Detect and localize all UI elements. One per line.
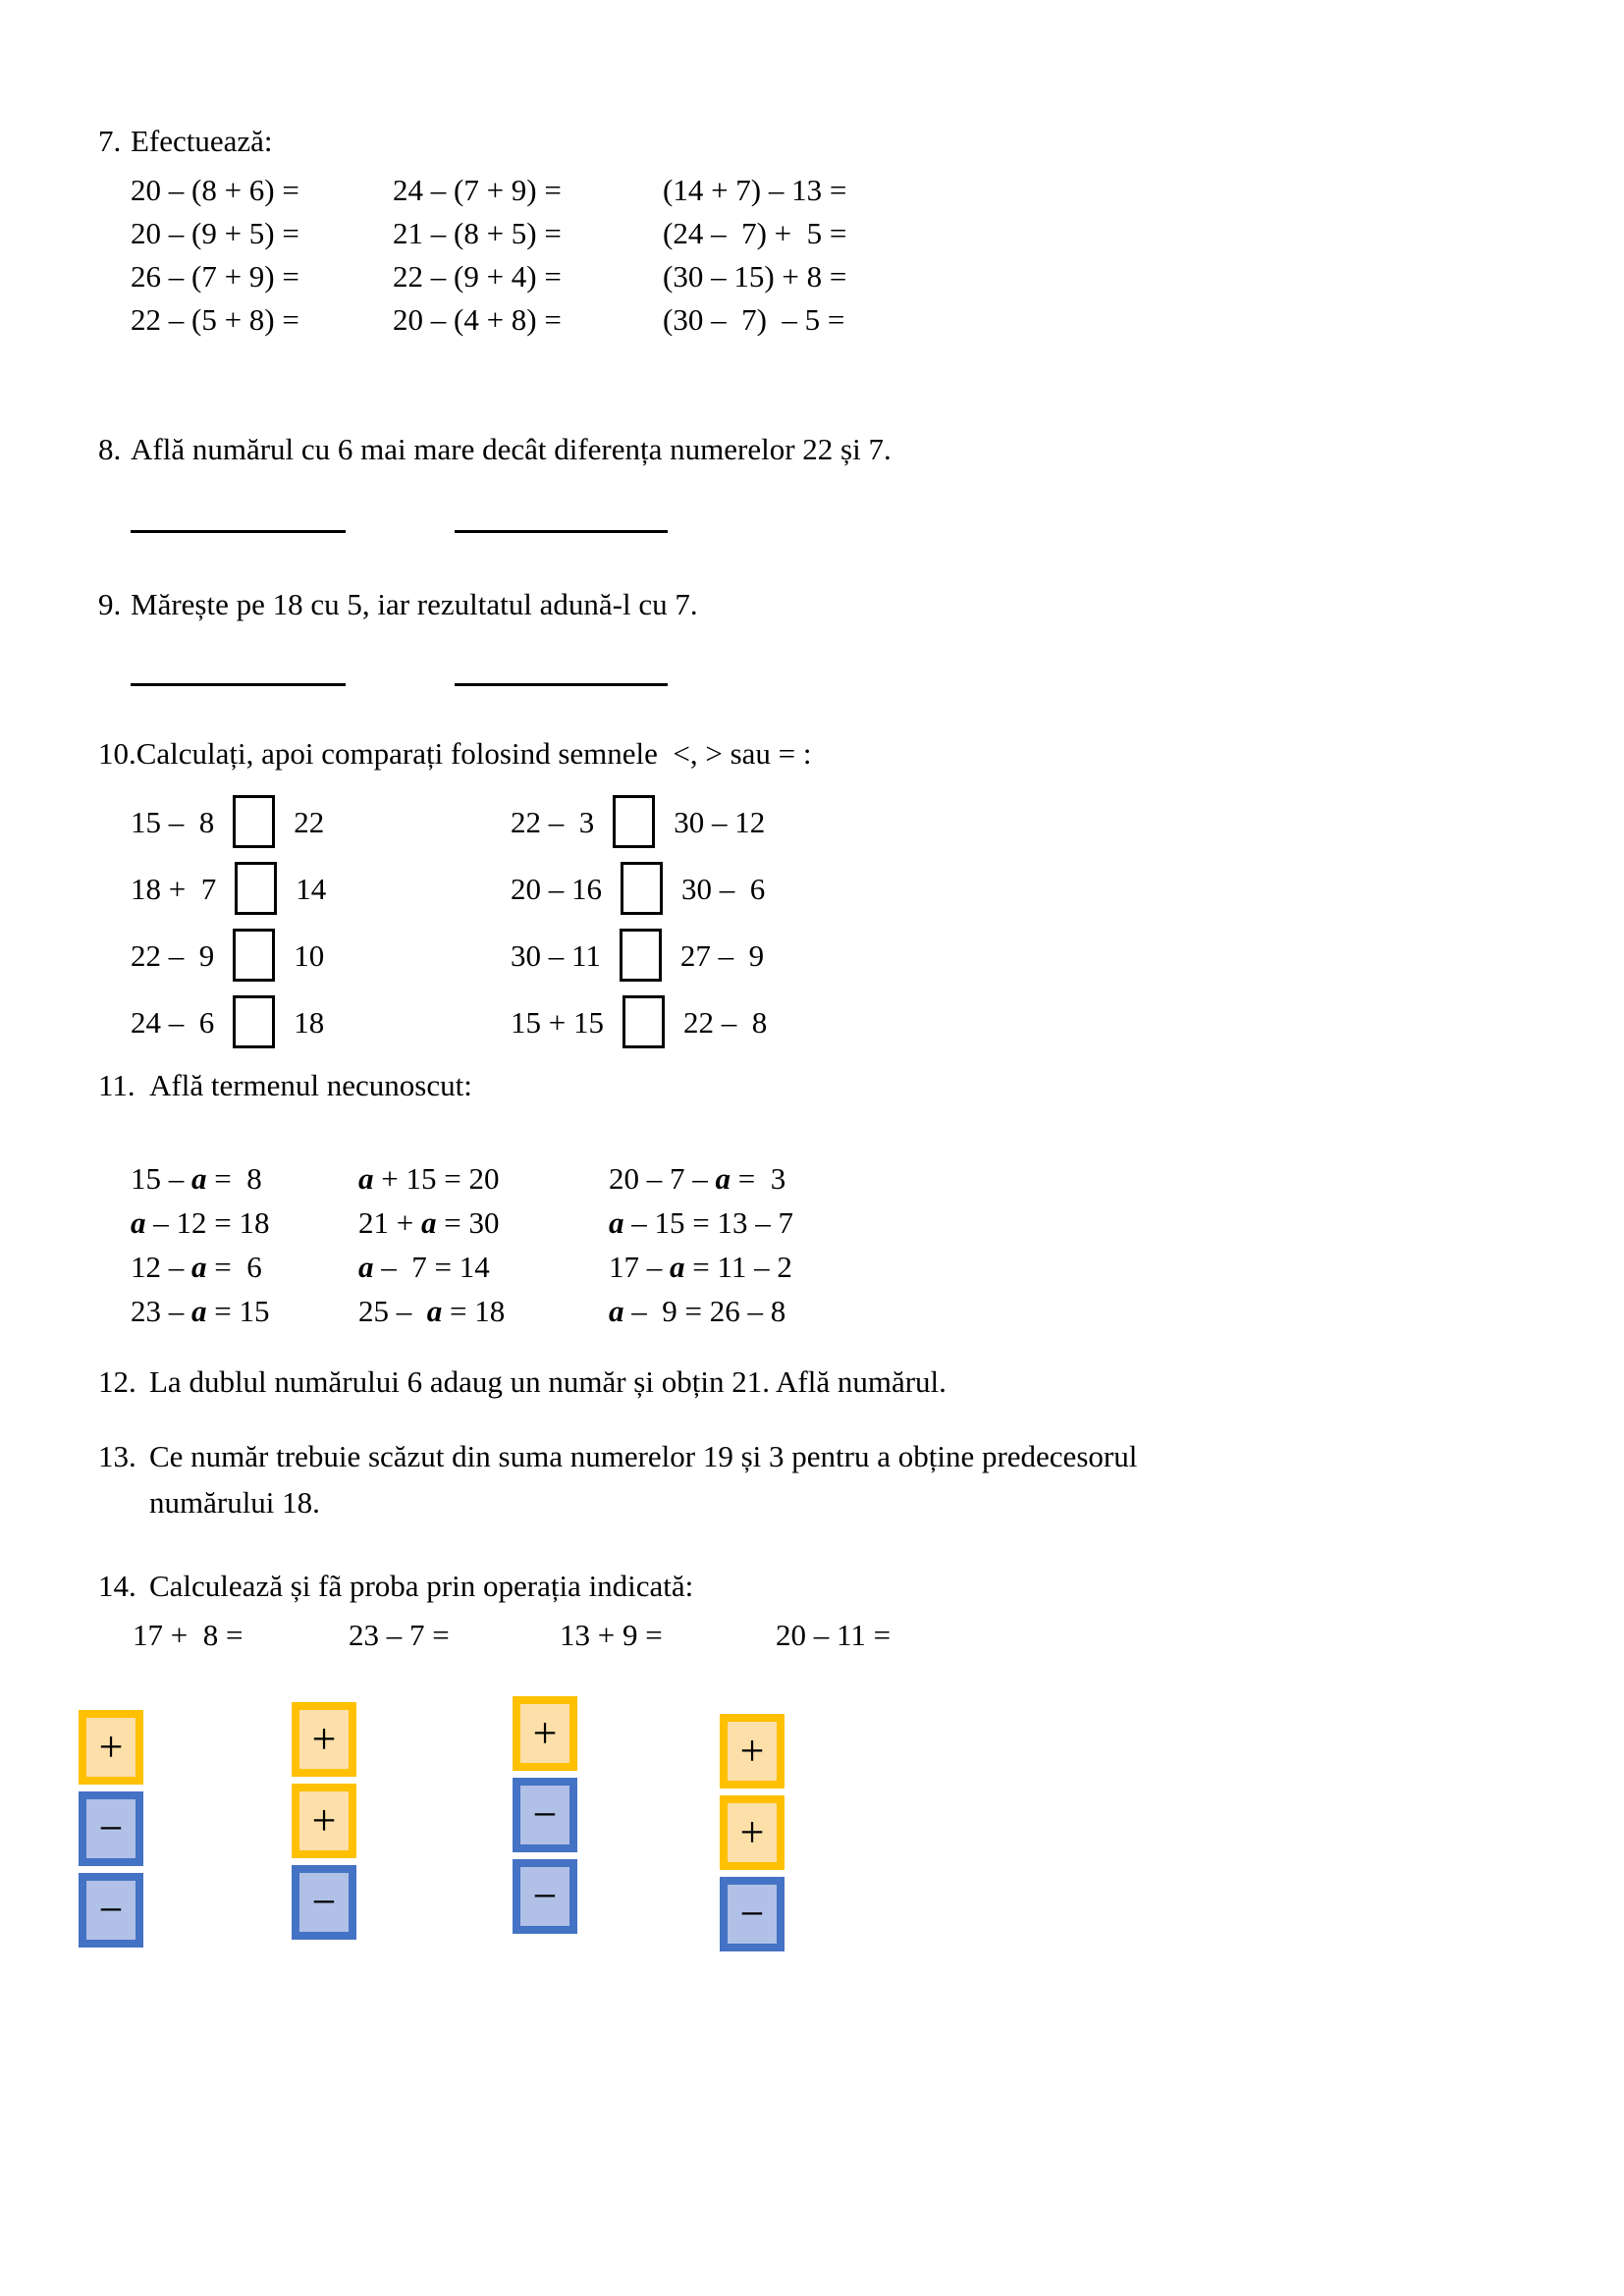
math-expression: 27 – 9 (679, 938, 765, 973)
exercise-text: Mărește pe 18 cu 5, iar rezultatul adună-l cu 7. (131, 587, 698, 621)
math-expression: 22 (294, 805, 325, 839)
math-expression: 14 (296, 872, 327, 906)
equation: a – 9 = 26 – 8 (609, 1294, 786, 1328)
exercise-text: La dublul numărului 6 adaug un număr și obțin 21. Află numărul. (149, 1364, 947, 1399)
operation-sign: + (311, 1796, 337, 1844)
math-expression: 22 – 8 (682, 1005, 768, 1040)
exercise-11-header (98, 1068, 793, 1103)
minus-sign-box (79, 1791, 143, 1866)
operation-box-column (79, 1710, 143, 1948)
exercise-number: 13. (98, 1439, 136, 1473)
equation: a – 7 = 14 (358, 1250, 490, 1284)
equation: 20 – 7 – a = 3 (609, 1161, 786, 1196)
exercise-7-header (98, 124, 846, 159)
operation-sign: − (98, 1804, 124, 1852)
math-expression: 26 – (7 + 9) = (131, 259, 299, 294)
answer-line[interactable] (131, 683, 346, 686)
math-expression: 18 + 7 (131, 872, 217, 906)
operation-sign: − (98, 1886, 124, 1934)
comparison-rows (131, 795, 812, 1062)
exercise-14 (98, 1569, 892, 1953)
comparison-box[interactable] (233, 795, 275, 848)
minus-sign-box (292, 1865, 356, 1940)
operation-box-column (513, 1696, 577, 1934)
minus-sign-box (513, 1778, 577, 1852)
exercise-title: Află termenul necunoscut: (149, 1068, 472, 1102)
equation: 25 – a = 18 (358, 1294, 506, 1328)
exercise-13-header (98, 1433, 1137, 1479)
math-expression: 15 + 15 (511, 1005, 604, 1040)
math-expression: 20 – (9 + 5) = (131, 216, 299, 250)
operation-sign: + (739, 1808, 765, 1856)
exercise-number: 14. (98, 1569, 136, 1603)
operation-sign: − (739, 1890, 765, 1938)
math-expression: 30 – 6 (681, 872, 766, 906)
exercise-7-grid (131, 169, 846, 342)
operation-sign: + (311, 1715, 337, 1763)
exercise-number: 7. (98, 124, 122, 158)
exercise-7 (98, 124, 846, 342)
operation-sign: + (532, 1709, 558, 1757)
math-expression: 20 – (4 + 8) = (393, 302, 562, 337)
exercise-title: Efectuează: (131, 124, 273, 158)
exercise-14-equations (98, 1618, 892, 1659)
operation-sign: + (739, 1727, 765, 1775)
comparison-group (511, 862, 765, 915)
operation-box-column (292, 1702, 356, 1940)
exercise-14-header (98, 1569, 693, 1604)
exercise-13 (98, 1433, 1137, 1525)
math-expression: (24 – 7) + 5 = (663, 216, 847, 250)
comparison-row (131, 862, 812, 929)
equation: 20 – 11 = (776, 1618, 892, 1652)
comparison-box[interactable] (620, 929, 662, 982)
comparison-box[interactable] (235, 862, 277, 915)
math-expression: 24 – (7 + 9) = (393, 173, 562, 207)
exercise-text-line-1: Ce număr trebuie scăzut din suma numerelor 19 și 3 pentru a obține predecesorul (149, 1439, 1138, 1473)
math-expression: 22 – 3 (511, 805, 595, 839)
exercise-9-header (98, 587, 698, 622)
equation: a + 15 = 20 (358, 1161, 500, 1196)
operation-sign: + (98, 1723, 124, 1771)
equation: a – 12 = 18 (131, 1205, 270, 1240)
math-expression: (30 – 15) + 8 = (663, 259, 847, 294)
equation: 13 + 9 = (560, 1618, 663, 1652)
math-expression: 10 (294, 938, 325, 973)
operation-box-column (720, 1714, 785, 1951)
exercise-text-line-2: numărului 18. (149, 1485, 320, 1520)
math-expression: 22 – (9 + 4) = (393, 259, 562, 294)
math-expression: 20 – 16 (511, 872, 602, 906)
exercise-title: Calculează și fã proba prin operația indicată: (149, 1569, 694, 1603)
plus-sign-box (720, 1714, 785, 1789)
comparison-group (511, 795, 765, 848)
exercise-text: Află numărul cu 6 mai mare decât diferența numerelor 22 și 7. (131, 432, 892, 466)
exercise-8-header (98, 432, 892, 467)
math-expression: (14 + 7) – 13 = (663, 173, 847, 207)
math-expression: 22 – 9 (131, 938, 215, 973)
comparison-box[interactable] (613, 795, 655, 848)
math-expression: 20 – (8 + 6) = (131, 173, 299, 207)
equation: 15 – a = 8 (131, 1161, 262, 1196)
equation: 17 + 8 = (133, 1618, 244, 1652)
math-expression: 18 (294, 1005, 325, 1040)
comparison-row (131, 795, 812, 862)
equation: 12 – a = 6 (131, 1250, 262, 1284)
exercise-12-header (98, 1359, 947, 1405)
comparison-group (511, 929, 764, 982)
equation: 23 – 7 = (349, 1618, 450, 1652)
math-expression: 15 – 8 (131, 805, 215, 839)
plus-sign-box (720, 1795, 785, 1870)
minus-sign-box (79, 1873, 143, 1948)
exercise-11 (98, 1068, 793, 1333)
answer-lines (131, 530, 892, 533)
exercise-10-header (98, 736, 812, 772)
answer-line[interactable] (131, 530, 346, 533)
exercise-8 (98, 432, 892, 533)
comparison-row (131, 929, 812, 995)
exercise-9 (98, 587, 698, 686)
plus-sign-box (79, 1710, 143, 1785)
exercise-number: 11. (98, 1068, 135, 1102)
equation: 23 – a = 15 (131, 1294, 270, 1328)
comparison-row (131, 995, 812, 1062)
answer-line[interactable] (455, 530, 668, 533)
comparison-box[interactable] (233, 929, 275, 982)
operation-box-area (98, 1659, 765, 1953)
exercise-number: 8. (98, 432, 122, 466)
minus-sign-box (513, 1859, 577, 1934)
equation: 17 – a = 11 – 2 (609, 1250, 792, 1284)
operation-sign: − (311, 1878, 337, 1926)
comparison-group (511, 995, 767, 1048)
comparison-box[interactable] (623, 995, 665, 1048)
exercise-number: 9. (98, 587, 122, 621)
exercise-12 (98, 1359, 947, 1405)
operation-sign: − (532, 1790, 558, 1839)
math-expression: (30 – 7) – 5 = (663, 302, 845, 337)
answer-lines (131, 683, 698, 686)
answer-line[interactable] (455, 683, 668, 686)
exercise-title: Calculați, apoi comparați folosind semnele <, > sau = : (135, 736, 812, 771)
exercise-number: 12. (98, 1364, 136, 1399)
comparison-box[interactable] (621, 862, 663, 915)
plus-sign-box (292, 1702, 356, 1777)
minus-sign-box (720, 1877, 785, 1951)
exercise-10 (98, 736, 812, 1062)
comparison-box[interactable] (233, 995, 275, 1048)
equation: a – 15 = 13 – 7 (609, 1205, 793, 1240)
math-expression: 21 – (8 + 5) = (393, 216, 562, 250)
exercise-11-grid (131, 1156, 793, 1333)
exercise-number: 10. (98, 736, 136, 771)
equation: 21 + a = 30 (358, 1205, 500, 1240)
math-expression: 24 – 6 (131, 1005, 215, 1040)
math-expression: 30 – 12 (674, 805, 766, 839)
math-expression: 22 – (5 + 8) = (131, 302, 299, 337)
math-expression: 30 – 11 (511, 938, 601, 973)
plus-sign-box (292, 1784, 356, 1858)
operation-sign: − (532, 1872, 558, 1920)
plus-sign-box (513, 1696, 577, 1771)
